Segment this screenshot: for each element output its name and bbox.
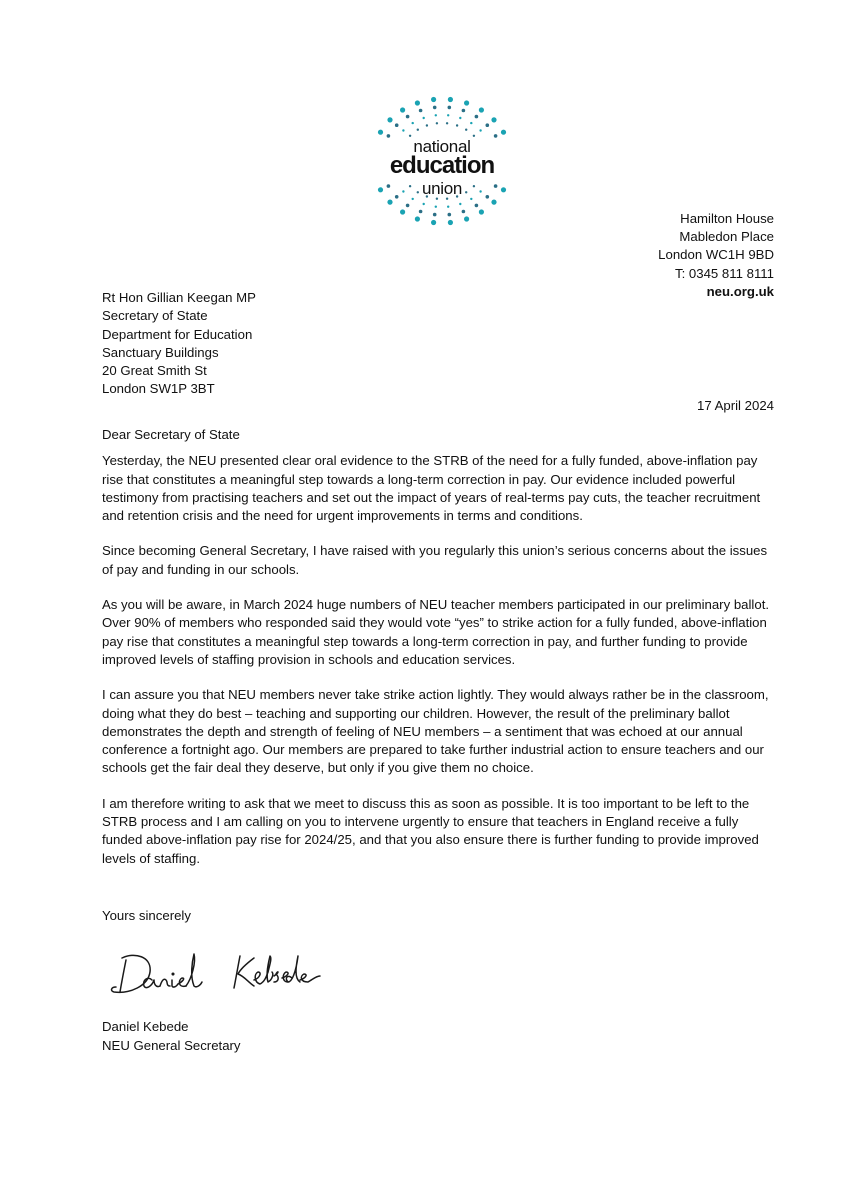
salutation: Dear Secretary of State <box>102 427 240 442</box>
sender-address <box>658 210 774 301</box>
recipient-line: London SW1P 3BT <box>102 381 215 397</box>
body-paragraph: As you will be aware, in March 2024 huge numbers of NEU teacher members participated in our preliminary ballot. Over 90% of members who responded said they would vote “yes” to strike action for a fully funded, above-inflation pay rise that constitutes a meaningful step towards a long-term correction in pay, and further funding to provide improved levels of staffing provision in schools and education services. <box>102 597 770 667</box>
signer-title: NEU General Secretary <box>102 1037 241 1053</box>
body-paragraph: Yesterday, the NEU presented clear oral evidence to the STRB of the need for a fully funded, above-inflation pay rise that constitutes a meaningful step towards a long-term correction in pay. Our evidence included powerful testimony from practising teachers and set out the impact of years of real-terms pay cuts, the teacher recruitment and retention crisis and the need for urgent improvements in terms and conditions. <box>102 453 761 524</box>
sender-address-line: Hamilton House <box>680 211 774 226</box>
body-paragraph: I can assure you that NEU members never take strike action lightly. They would always rather be in the classroom, doing what they do best – teaching and supporting our children. However, the result of the preliminary ballot demonstrates the depth and strength of feeling of NEU members – a sentiment that was echoed at our annual conference a fortnight ago. Our members are prepared to take further industrial action to ensure teachers and our schools get the fair deal they deserve, but only if you give them no choice. <box>102 687 769 776</box>
sender-website-link[interactable]: neu.org.uk <box>706 283 774 299</box>
body-paragraph: Since becoming General Secretary, I have raised with you regularly this union’s serious concerns about the issues of pay and funding in our schools. <box>102 543 768 577</box>
sender-phone: T: 0345 811 8111 <box>675 265 774 281</box>
sender-address-line: London WC1H 9BD <box>658 247 774 263</box>
neu-logo <box>366 96 518 226</box>
letter-date: 17 April 2024 <box>697 398 774 413</box>
sender-address-line: Mabledon Place <box>679 229 774 245</box>
recipient-address <box>102 289 256 399</box>
signer-block <box>102 1018 241 1055</box>
signer-name: Daniel Kebede <box>102 1019 189 1034</box>
letter-body <box>102 426 772 885</box>
body-paragraph: I am therefore writing to ask that we meet to discuss this as soon as possible. It is too important to be left to the STRB process and I am calling on you to intervene urgently to ensure that teachers in England receive a fully funded above-inflation pay rise for 2024/25, and that you also ensure there is further funding to provide improved levels of staffing. <box>102 795 759 866</box>
logo-line-education: education <box>389 152 495 179</box>
handwritten-signature <box>108 942 348 1004</box>
recipient-line: Rt Hon Gillian Keegan MP <box>102 290 256 305</box>
recipient-line: 20 Great Smith St <box>102 363 207 379</box>
recipient-line: Sanctuary Buildings <box>102 344 219 360</box>
recipient-line: Department for Education <box>102 326 253 342</box>
closing: Yours sincerely <box>102 908 191 923</box>
logo-line-union: union <box>421 179 463 198</box>
logo-line-national: national <box>413 137 471 156</box>
recipient-line: Secretary of State <box>102 308 208 324</box>
